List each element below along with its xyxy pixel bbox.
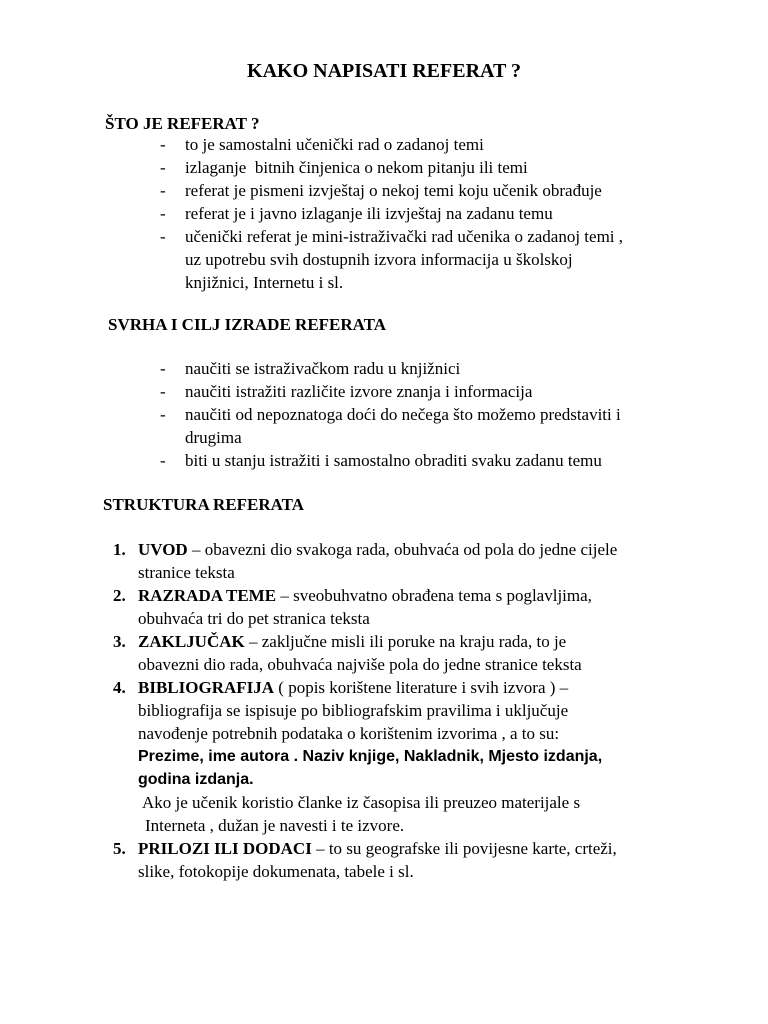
- bullet-list-what: [160, 133, 720, 294]
- dash-marker: -: [160, 382, 166, 401]
- bullet-line: uz upotrebu svih dostupnih izvora informacija u školskoj: [185, 250, 573, 269]
- bullet-text: [185, 225, 720, 294]
- item-number: 3.: [113, 632, 126, 651]
- item-text: [138, 584, 718, 630]
- dash-marker: -: [160, 451, 166, 470]
- bullet-item: [160, 179, 720, 202]
- bullet-line: izlaganje bitnih činjenica o nekom pitanju ili temi: [185, 158, 528, 177]
- numbered-item: [113, 538, 718, 584]
- item-text: [138, 630, 718, 676]
- numbered-item: [113, 630, 718, 676]
- item-line: [138, 630, 718, 653]
- bullet-line: knjižnici, Internetu i sl.: [185, 273, 344, 292]
- item-term: RAZRADA TEME: [138, 586, 277, 605]
- dash-marker: -: [160, 227, 166, 246]
- item-line: [138, 584, 718, 607]
- dash-marker: -: [160, 135, 166, 154]
- note-line: Ako je učenik koristio članke iz časopisa ili preuzeo materijale s: [142, 793, 581, 812]
- item-line: [138, 676, 718, 699]
- item-line: stranice teksta: [138, 563, 235, 582]
- item-line-text: ( popis korištene literature i svih izvora ) –: [274, 678, 569, 697]
- item-line: navođenje potrebnih podataka o korištenim izvorima , a to su:: [138, 724, 560, 743]
- item-line: slike, fotokopije dokumenata, tabele i sl.: [138, 862, 414, 881]
- bullet-item: [160, 403, 720, 449]
- bullet-line: referat je pismeni izvještaj o nekoj temi koju učenik obrađuje: [185, 181, 602, 200]
- note-line: Interneta , dužan je navesti i te izvore.: [145, 816, 405, 835]
- item-text: [138, 837, 718, 883]
- bullet-line: naučiti istražiti različite izvore znanja i informacija: [185, 382, 533, 401]
- item-line: obuhvaća tri do pet stranica teksta: [138, 609, 370, 628]
- bullet-item: [160, 225, 720, 294]
- bullet-text: [185, 357, 720, 380]
- bullet-line: drugima: [185, 428, 242, 447]
- bullet-text: [185, 403, 720, 449]
- bullet-line: referat je i javno izlaganje ili izvještaj na zadanu temu: [185, 204, 553, 223]
- item-number: 4.: [113, 678, 126, 697]
- bullet-item: [160, 357, 720, 380]
- item-term: ZAKLJUČAK: [138, 632, 245, 651]
- bullet-text: [185, 156, 720, 179]
- numbered-item: [113, 676, 718, 837]
- dash-marker: -: [160, 158, 166, 177]
- bullet-line: naučiti se istraživačkom radu u knjižnici: [185, 359, 461, 378]
- bullet-text: [185, 133, 720, 156]
- item-line-text: – obavezni dio svakoga rada, obuhvaća od pola do jedne cijele: [187, 540, 618, 559]
- dash-marker: -: [160, 405, 166, 424]
- bullet-text: [185, 179, 720, 202]
- section-heading-purpose: SVRHA I CILJ IZRADE REFERATA: [108, 315, 387, 334]
- item-line: obavezni dio rada, obuhvaća najviše pola do jedne stranice teksta: [138, 655, 582, 674]
- item-line-text: – zaključne misli ili poruke na kraju rada, to je: [244, 632, 567, 651]
- item-number: 5.: [113, 839, 126, 858]
- item-line: bibliografija se ispisuje po bibliografskim pravilima i uključuje: [138, 701, 569, 720]
- numbered-list-structure: [113, 538, 718, 883]
- bullet-item: [160, 380, 720, 403]
- dash-marker: -: [160, 204, 166, 223]
- bullet-text: [185, 202, 720, 225]
- bullet-item: [160, 449, 720, 472]
- section-heading-what: ŠTO JE REFERAT ?: [105, 114, 260, 133]
- numbered-item: [113, 837, 718, 883]
- dash-marker: -: [160, 181, 166, 200]
- bullet-item: [160, 202, 720, 225]
- bullet-list-purpose: [160, 357, 720, 472]
- item-line-text: – sveobuhvatno obrađena tema s poglavljima,: [276, 586, 592, 605]
- item-text: [138, 676, 718, 837]
- item-number: 1.: [113, 540, 126, 559]
- bullet-line: učenički referat je mini-istraživački rad učenika o zadanoj temi ,: [185, 227, 624, 246]
- item-term: BIBLIOGRAFIJA: [138, 678, 275, 697]
- citation-format-line: Prezime, ime autora . Naziv knjige, Nakladnik, Mjesto izdanja,: [138, 748, 603, 765]
- item-line: [138, 837, 718, 860]
- item-number: 2.: [113, 586, 126, 605]
- item-term: PRILOZI ILI DODACI: [138, 839, 312, 858]
- citation-format-line: godina izdanja.: [138, 771, 254, 788]
- section-heading-structure: STRUKTURA REFERATA: [103, 495, 305, 514]
- bullet-line: biti u stanju istražiti i samostalno obraditi svaku zadanu temu: [185, 451, 602, 470]
- bullet-line: naučiti od nepoznatoga doći do nečega što možemo predstaviti i: [185, 405, 621, 424]
- bullet-item: [160, 156, 720, 179]
- numbered-item: [113, 584, 718, 630]
- item-text: [138, 538, 718, 584]
- document-title: KAKO NAPISATI REFERAT ?: [247, 60, 521, 82]
- item-term: UVOD: [138, 540, 188, 559]
- bullet-line: to je samostalni učenički rad o zadanoj temi: [185, 135, 484, 154]
- item-line: [138, 538, 718, 561]
- bullet-text: [185, 449, 720, 472]
- bullet-text: [185, 380, 720, 403]
- dash-marker: -: [160, 359, 166, 378]
- item-line-text: – to su geografske ili povijesne karte, crteži,: [311, 839, 617, 858]
- bullet-item: [160, 133, 720, 156]
